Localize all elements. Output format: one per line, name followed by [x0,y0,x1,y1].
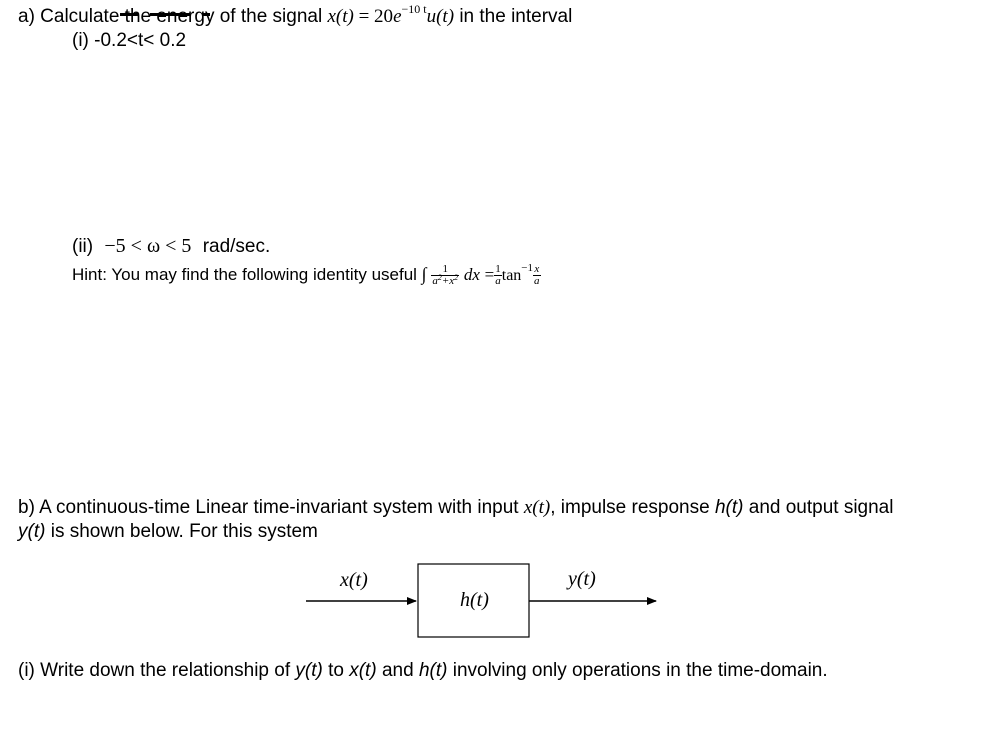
part-a-sub-ii [72,235,270,258]
lti-block-diagram [300,555,670,645]
part-b-line-2 [18,521,318,543]
hint-frac3-den: a [534,275,540,288]
q-i-y: y(t) [295,660,323,681]
hint-equals: = [484,265,495,284]
hint-frac1-num: 1 [431,264,459,276]
hint-frac2-den: a [495,275,501,288]
q-i-and: and [376,660,419,681]
hint-dx: dx [463,265,480,284]
q-i-x: x(t) [349,660,377,681]
hint-frac1-den-x-pow: 2 [454,273,459,283]
signal-lhs: x(t) [327,6,354,27]
cropped-header-fragment [120,0,230,3]
part-b-line2-rest: is shown below. For this system [45,521,318,542]
hint-tan-pow: −1 [521,262,534,274]
hint-fraction-3 [533,264,541,287]
input-label: x(t) [340,569,368,591]
hint-text: Hint: You may find the following identity useful [72,265,422,284]
signal-step: u(t) [426,6,455,27]
q-i-prefix: (i) Write down the relationship of [18,660,296,681]
part-b-mid: , impulse response [550,497,715,518]
signal-exp-base: e [393,6,402,27]
output-label: y(t) [568,568,596,590]
hint-fraction-2 [494,264,502,287]
part-a-question [18,2,573,28]
hint-frac3-num: x [534,263,540,276]
sub-ii-unit: rad/sec. [202,236,271,257]
hint-integral: ∫ [421,264,427,284]
part-a-suffix: in the interval [454,6,573,27]
block-label: h(t) [460,589,489,611]
q-i-suffix: involving only operations in the time-domain. [447,660,828,681]
hint-frac1-den-a-pow: 2 [437,273,442,283]
hint-frac1-den-plus: +x [441,275,455,288]
part-b-suffix: and output signal [743,497,894,518]
hint-line [72,260,541,290]
part-a-sub-i: (i) -0.2<t< 0.2 [72,30,187,51]
sub-ii-math: −5 < ω < 5 [104,235,192,257]
sub-ii-label: (ii) [72,236,94,257]
signal-exp-power: −10 t [401,2,427,16]
hint-tan: tan [501,267,522,284]
part-b-h: h(t) [714,497,744,518]
q-i-to: to [322,660,350,681]
hint-frac1-den-a: a [432,275,438,288]
q-i-h: h(t) [418,660,448,681]
part-b-prefix: b) A continuous-time Linear time-invariant system with input [18,497,524,518]
part-b-input: x(t) [523,497,551,518]
part-b-y: y(t) [18,521,46,542]
hint-frac2-num: 1 [495,263,501,276]
hint-fraction-1 [431,264,459,287]
part-b-line-1 [18,497,893,519]
part-a-prefix: a) Calculate the energy of the signal [18,6,328,27]
part-b-question-i [18,660,828,682]
signal-equals: = 20 [353,6,394,27]
